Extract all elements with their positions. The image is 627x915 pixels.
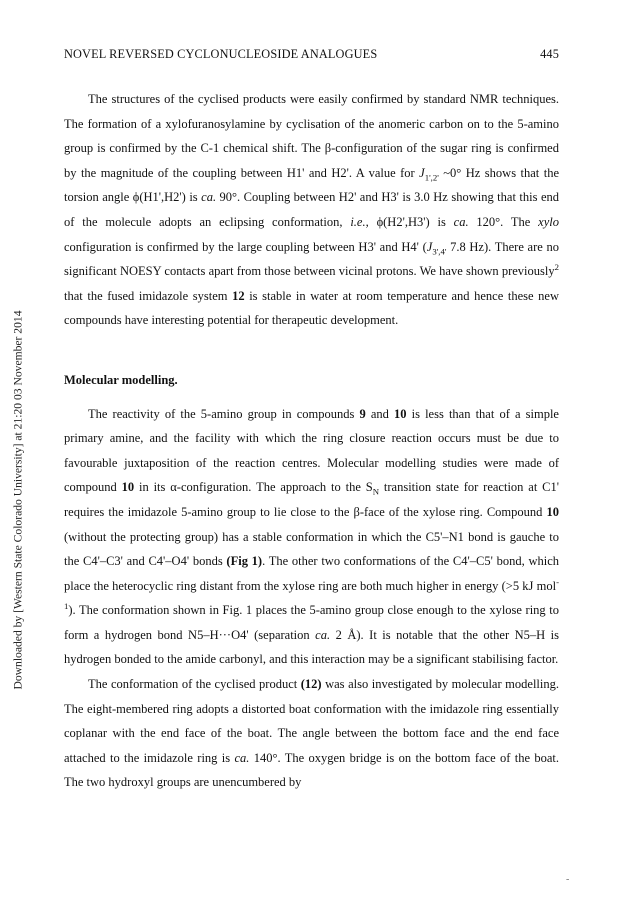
paragraph-modelling: The reactivity of the 5-amino group in compounds 9 and 10 is less than that of a simple primary amine, and the facility with which the ring closure reaction occurs must be due to favourable juxtaposition of the reaction centres. Molecular modelling studies were made of compound 10 in its α-configuration. The approach to the $S_N$ transition state for reaction at C1' requires the imidazole 5-amino group to lie close to the β-face of the xylose ring. Compound 10 (without the protecting group) has a stable conformation in which the C5'–N1 bond is gauche to the C4'–C3' and C4'–O4' bonds (Fig 1). The other two conformations of the C4'–C5' bond, which place the heterocyclic ring distant from the xylose ring are both much higher in energy (>5 kJ mol$^{-1}$). The conformation shown in Fig. 1 places the 5-amino group close enough to the xylose ring to form a hydrogen bond N5–H···O4' (separation ca. 2 Å). It is notable that the other N5–H is hydrogen bonded to the amide carbonyl, and this interaction may be a significant stabilising factor. [64, 406, 560, 667]
body-text [64, 87, 559, 795]
paragraph-cyclised: The conformation of the cyclised product (12) was also investigated by molecular modelling. The eight-membered ring adopts a distorted boat conformation with the imidazole ring essentially coplanar with the end face of the boat. The angle between the bottom face and the end face attached to the imidazole ring is ca. 140°. The oxygen bridge is on the bottom face of the boat. The two hydroxyl groups are unencumbered by [64, 677, 559, 790]
citation-ref: 2 [554, 262, 559, 272]
end-mark: - [566, 874, 570, 885]
section-heading: Molecular modelling. [64, 372, 178, 387]
page-number: 445 [540, 47, 559, 61]
figure-reference: (Fig 1) [226, 554, 263, 569]
running-title: NOVEL REVERSED CYCLONUCLEOSIDE ANALOGUES [64, 47, 378, 61]
paragraph-nmr: The structures of the cyclised products were easily confirmed by standard NMR techniques. The formation of a xylofuranosylamine by cyclisation of the anomeric carbon on to the 5-amino group is confirmed by the C-1 chemical shift. The β-configuration of the sugar ring is confirmed by the magnitude of the coupling between H1' and H2'. A value for $J_{1',2'}$ ~0° Hz shows that the torsion angle ϕ(H1',H2') is ca. 90°. Coupling between H2' and H3' is 3.0 Hz showing that this end of the molecule adopts an eclipsing conformation, i.e., ϕ(H2',H3') is ca. 120°. The xylo configuration is confirmed by the large coupling between H3' and H4' ($J_{3',4'}$ 7.8 Hz). There are no significant NOESY contacts apart from those between vicinal protons. We have shown previously$^2$ that the fused imidazole system 12 is stable in water at room temperature and hence these new compounds have interesting potential for therapeutic development. [64, 92, 560, 328]
download-notice: Downloaded by [Western State Colorado University] at 21:20 03 November 2014 [11, 310, 25, 690]
